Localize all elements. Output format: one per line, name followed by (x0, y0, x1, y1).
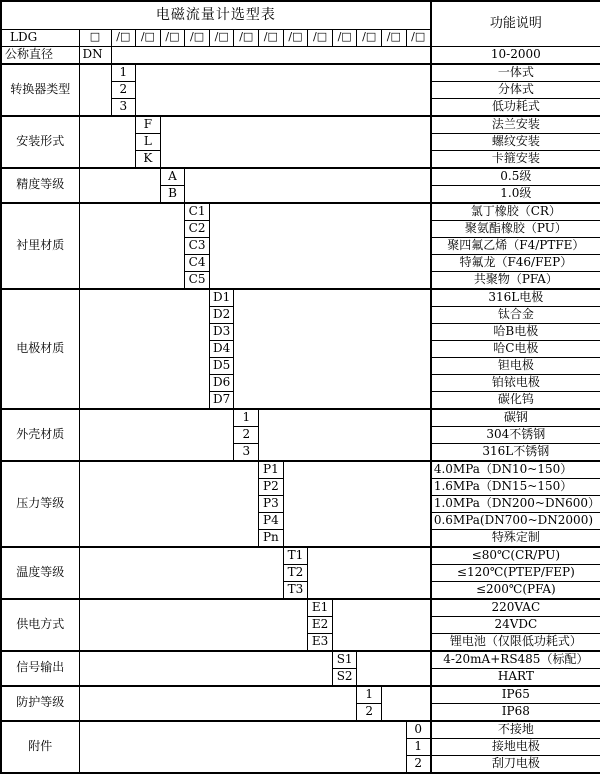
category-label: 供电方式 (1, 599, 79, 651)
function-cell: 哈B电极 (431, 323, 600, 340)
table-row (1, 461, 600, 479)
function-cell: 4.0MPa（DN10~150） (431, 461, 600, 479)
code-cell: 3 (234, 443, 259, 461)
code-cell: E2 (308, 616, 333, 633)
function-cell: 共聚物（PFA） (431, 271, 600, 289)
function-cell: ≤120℃(PTEP/FEP) (431, 564, 600, 581)
code-cell: 0 (406, 721, 431, 739)
code-cell: C2 (185, 220, 210, 237)
function-cell: 聚氨酯橡胶（PU） (431, 220, 600, 237)
table-row (1, 203, 600, 221)
function-cell: 不接地 (431, 721, 600, 739)
code-cell: 2 (357, 703, 382, 721)
table-row (1, 168, 600, 186)
function-cell: 碳化钨 (431, 391, 600, 409)
code-cell: K (136, 150, 161, 168)
empty-cell (79, 547, 283, 599)
model-box: /□ (209, 29, 234, 46)
category-label: 转换器类型 (1, 64, 79, 116)
empty-cell (79, 64, 111, 116)
category-label: 防护等级 (1, 686, 79, 721)
function-cell: 锂电池（仅限低功耗式） (431, 633, 600, 651)
table-row (1, 1, 600, 29)
empty-cell (259, 409, 431, 461)
code-cell: S1 (332, 651, 357, 669)
empty-cell (136, 64, 431, 116)
empty-cell (209, 203, 430, 289)
model-box: /□ (382, 29, 407, 46)
function-cell: 聚四氟乙烯（F4/PTFE） (431, 237, 600, 254)
function-cell: 1.0MPa（DN200~DN600） (431, 495, 600, 512)
code-cell: 2 (234, 426, 259, 443)
empty-cell (79, 721, 406, 773)
function-cell: 刮刀电极 (431, 755, 600, 773)
code-cell: 1 (111, 64, 136, 82)
code-cell: 1 (234, 409, 259, 427)
empty-cell (79, 461, 259, 547)
category-label: 附件 (1, 721, 79, 773)
model-box: /□ (111, 29, 136, 46)
code-cell: D1 (209, 289, 234, 307)
function-cell: 氯丁橡胶（CR） (431, 203, 600, 221)
code-cell: P4 (259, 512, 284, 529)
function-cell: ≤80℃(CR/PU) (431, 547, 600, 565)
function-cell: 304不锈钢 (431, 426, 600, 443)
function-cell: 1.0级 (431, 185, 600, 203)
function-cell: 螺纹安装 (431, 133, 600, 150)
empty-cell (234, 289, 431, 409)
code-cell: P3 (259, 495, 284, 512)
function-cell: 一体式 (431, 64, 600, 82)
function-cell: 316L电极 (431, 289, 600, 307)
code-cell: C5 (185, 271, 210, 289)
model-box: /□ (160, 29, 185, 46)
empty-cell (79, 203, 185, 289)
function-cell: ≤200℃(PFA) (431, 581, 600, 599)
table-row (1, 547, 600, 565)
code-cell: 2 (111, 81, 136, 98)
category-label: 外壳材质 (1, 409, 79, 461)
code-cell: 1 (357, 686, 382, 704)
code-cell: D2 (209, 306, 234, 323)
table-row (1, 599, 600, 617)
model-box: /□ (259, 29, 284, 46)
model-box: /□ (234, 29, 259, 46)
model-box: /□ (308, 29, 333, 46)
empty-cell (283, 461, 431, 547)
code-cell: L (136, 133, 161, 150)
table-row (1, 116, 600, 134)
table-row (1, 289, 600, 307)
function-column-header: 功能说明 (431, 1, 600, 46)
model-box: /□ (283, 29, 308, 46)
empty-cell (79, 116, 136, 168)
category-label: 信号输出 (1, 651, 79, 686)
code-cell: C3 (185, 237, 210, 254)
code-cell: E3 (308, 633, 333, 651)
function-cell: HART (431, 668, 600, 686)
table-row (1, 721, 600, 739)
function-cell: 分体式 (431, 81, 600, 98)
function-cell: 低功耗式 (431, 98, 600, 116)
table-row (1, 409, 600, 427)
empty-cell (382, 686, 431, 721)
code-cell: B (160, 185, 185, 203)
empty-cell (79, 168, 160, 203)
function-cell: 特氟龙（F46/FEP） (431, 254, 600, 271)
code-cell: P2 (259, 478, 284, 495)
code-cell: 2 (406, 755, 431, 773)
model-box: □ (79, 29, 111, 46)
category-label: 电极材质 (1, 289, 79, 409)
function-cell: 0.5级 (431, 168, 600, 186)
code-cell: 1 (406, 738, 431, 755)
function-cell: 10-2000 (431, 46, 600, 64)
table-title: 电磁流量计选型表 (1, 1, 431, 29)
table-row (1, 651, 600, 669)
code-cell: 3 (111, 98, 136, 116)
code-cell: D5 (209, 357, 234, 374)
empty-cell (332, 599, 431, 651)
category-label: 公称直径 (1, 46, 79, 64)
function-cell: 钽电极 (431, 357, 600, 374)
code-cell: D3 (209, 323, 234, 340)
model-box: /□ (357, 29, 382, 46)
function-cell: 接地电极 (431, 738, 600, 755)
code-cell: C4 (185, 254, 210, 271)
empty-cell (111, 46, 431, 64)
code-cell: A (160, 168, 185, 186)
code-cell: F (136, 116, 161, 134)
empty-cell (79, 686, 357, 721)
empty-cell (308, 547, 431, 599)
function-cell: 24VDC (431, 616, 600, 633)
category-label: 衬里材质 (1, 203, 79, 289)
table-row (1, 46, 600, 64)
empty-cell (357, 651, 431, 686)
empty-cell (79, 289, 209, 409)
function-cell: 钛合金 (431, 306, 600, 323)
code-cell: T3 (283, 581, 308, 599)
code-cell: P1 (259, 461, 284, 479)
code-cell: T1 (283, 547, 308, 565)
function-cell: IP65 (431, 686, 600, 704)
category-label: 安装形式 (1, 116, 79, 168)
code-cell: D4 (209, 340, 234, 357)
code-cell: Pn (259, 529, 284, 547)
model-box: /□ (406, 29, 431, 46)
code-cell: D7 (209, 391, 234, 409)
code-cell: C1 (185, 203, 210, 221)
function-cell: 法兰安装 (431, 116, 600, 134)
function-cell: 卡箍安装 (431, 150, 600, 168)
model-box: /□ (332, 29, 357, 46)
empty-cell (79, 599, 308, 651)
code-cell: E1 (308, 599, 333, 617)
function-cell: 316L不锈钢 (431, 443, 600, 461)
empty-cell (160, 116, 431, 168)
empty-cell (79, 409, 234, 461)
function-cell: 1.6MPa（DN15~150） (431, 478, 600, 495)
code-cell: S2 (332, 668, 357, 686)
function-cell: 碳钢 (431, 409, 600, 427)
category-label: 精度等级 (1, 168, 79, 203)
function-cell: IP68 (431, 703, 600, 721)
code-cell: DN (79, 46, 111, 64)
model-box: /□ (136, 29, 161, 46)
code-cell: D6 (209, 374, 234, 391)
table-row (1, 64, 600, 82)
table-row (1, 686, 600, 704)
empty-cell (79, 651, 332, 686)
code-cell: T2 (283, 564, 308, 581)
model-prefix: LDG (1, 29, 79, 46)
empty-cell (185, 168, 431, 203)
model-box: /□ (185, 29, 210, 46)
category-label: 温度等级 (1, 547, 79, 599)
function-cell: 0.6MPa(DN700~DN2000) (431, 512, 600, 529)
function-cell: 铂铱电极 (431, 374, 600, 391)
function-cell: 特殊定制 (431, 529, 600, 547)
function-cell: 4-20mA+RS485（标配） (431, 651, 600, 669)
function-cell: 220VAC (431, 599, 600, 617)
category-label: 压力等级 (1, 461, 79, 547)
function-cell: 哈C电极 (431, 340, 600, 357)
